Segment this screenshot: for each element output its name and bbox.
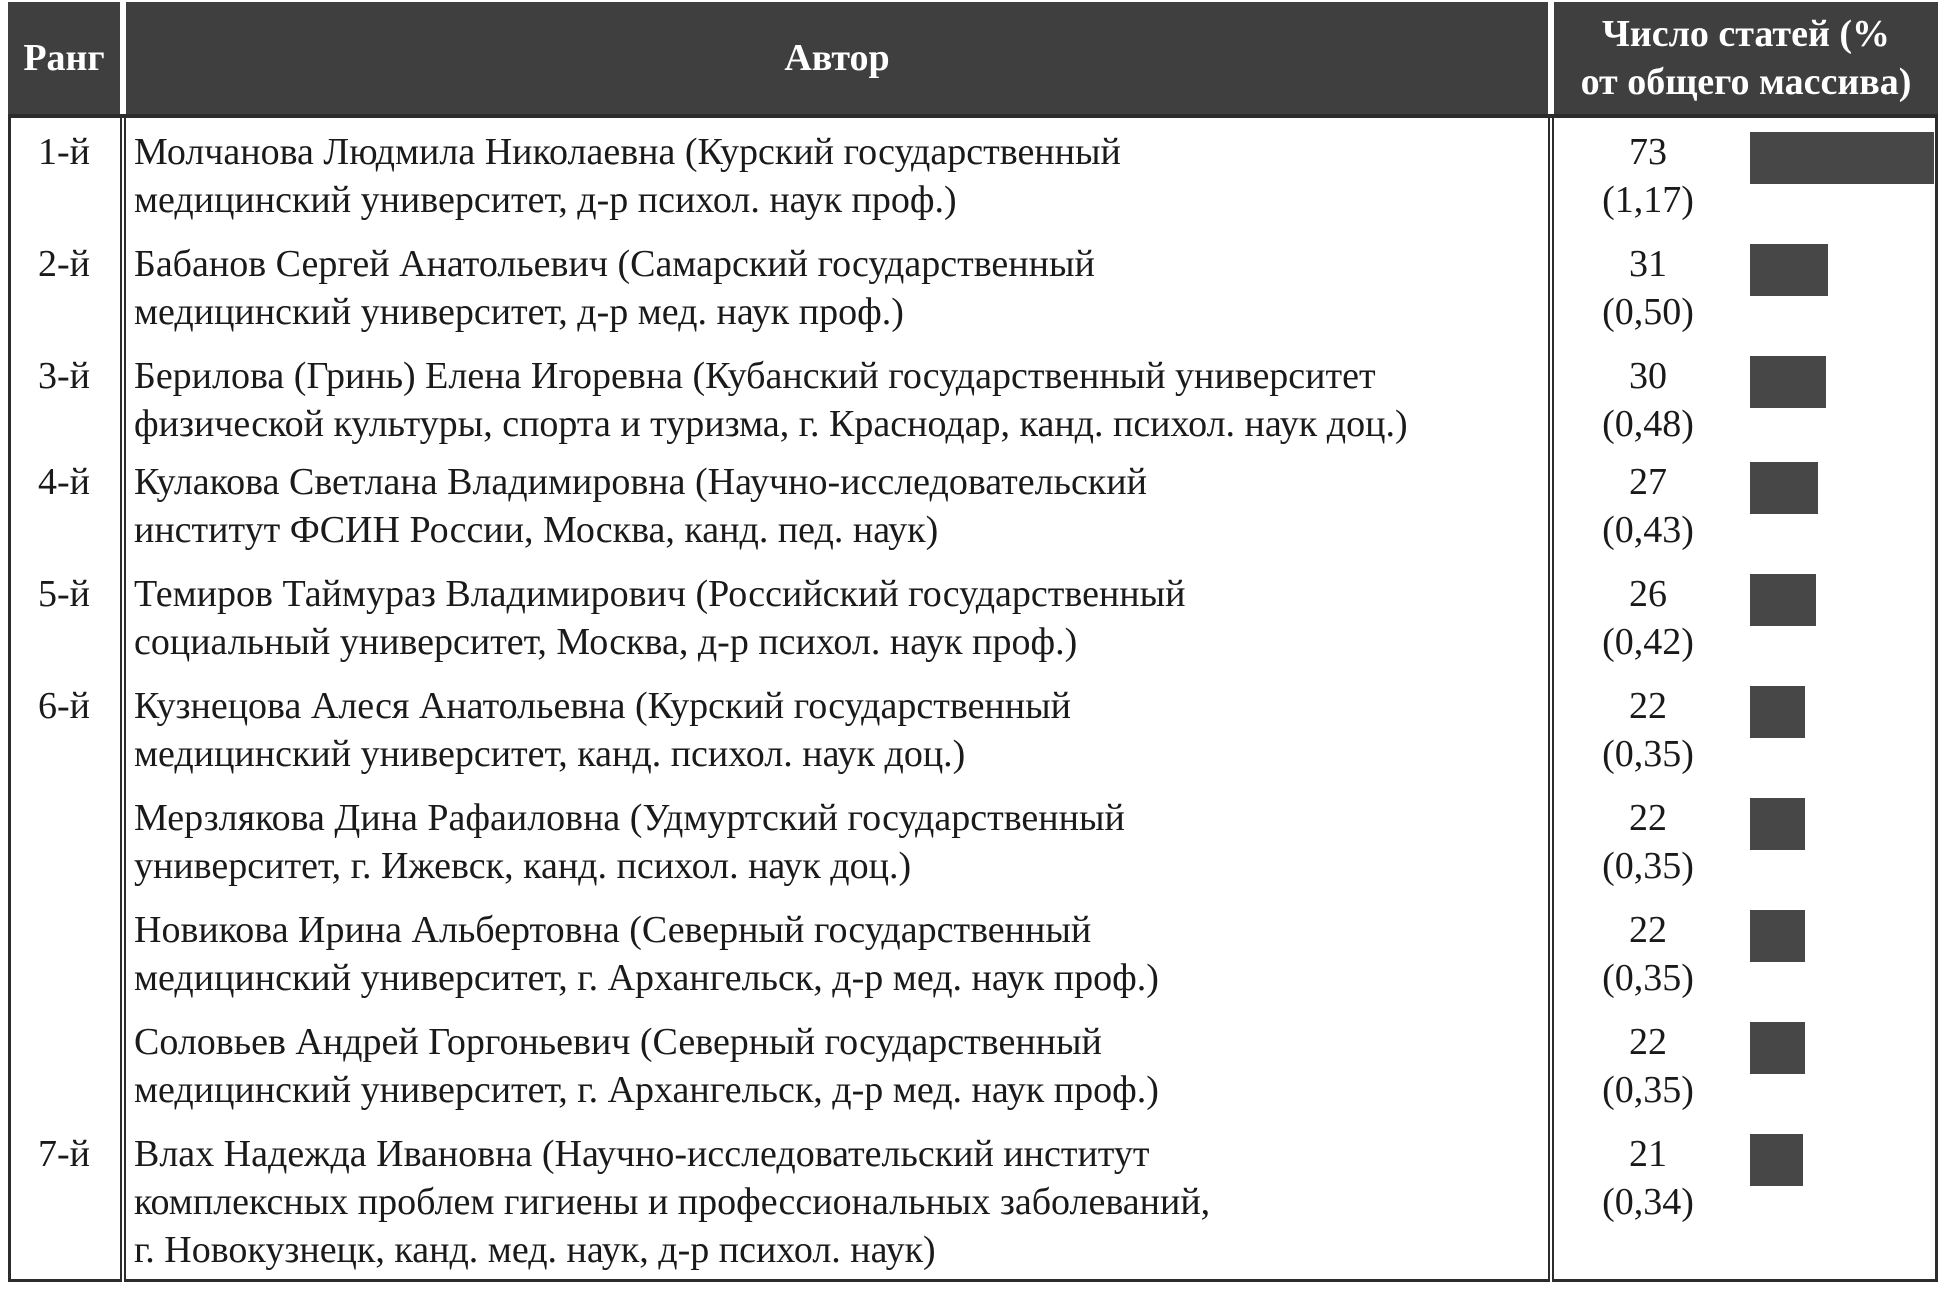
header-rank bbox=[8, 2, 120, 114]
header-count-line2: от общего массива) bbox=[1580, 61, 1912, 103]
row-author bbox=[134, 1130, 1544, 1274]
row-count-bar bbox=[1750, 798, 1805, 850]
row-count bbox=[1588, 240, 1708, 336]
row-count bbox=[1588, 682, 1708, 778]
row-author-line-1: Мерзлякова Дина Рафаиловна (Удмуртский государственный bbox=[134, 797, 1125, 839]
row-author-line-2: медицинский университет, г. Архангельск, д-р мед. наук проф.) bbox=[134, 957, 1159, 999]
row-count-bar bbox=[1750, 462, 1818, 514]
row-count-value: 22 bbox=[1629, 685, 1667, 727]
row-count-bar bbox=[1750, 244, 1828, 296]
row-count bbox=[1588, 570, 1708, 666]
row-author-line-2: институт ФСИН России, Москва, канд. пед. наук) bbox=[134, 509, 939, 551]
row-author-line-1: Влах Надежда Ивановна (Научно-исследовательский институт bbox=[134, 1133, 1150, 1175]
row-count-percent: (0,43) bbox=[1602, 509, 1694, 551]
header-count-line1: Число статей (% bbox=[1601, 13, 1891, 55]
row-count-value: 30 bbox=[1629, 355, 1667, 397]
row-count-percent: (0,50) bbox=[1602, 291, 1694, 333]
column-divider-count bbox=[1548, 2, 1554, 1282]
row-count bbox=[1588, 1130, 1708, 1226]
row-count bbox=[1588, 352, 1708, 448]
row-count-value: 26 bbox=[1629, 573, 1667, 615]
authors-table bbox=[8, 2, 1938, 1282]
row-count-percent: (0,48) bbox=[1602, 403, 1694, 445]
row-author bbox=[134, 352, 1544, 448]
row-author bbox=[134, 682, 1544, 778]
row-author-line-2: медицинский университет, д-р психол. наук проф.) bbox=[134, 179, 957, 221]
row-author-line-1: Темиров Таймураз Владимирович (Российский государственный bbox=[134, 573, 1186, 615]
row-author-line-1: Новикова Ирина Альбертовна (Северный государственный bbox=[134, 909, 1092, 951]
row-count-percent: (0,42) bbox=[1602, 621, 1694, 663]
header-article-count bbox=[1554, 2, 1938, 114]
row-author-line-1: Берилова (Гринь) Елена Игоревна (Кубанский государственный университет bbox=[134, 355, 1376, 397]
row-count-value: 31 bbox=[1629, 243, 1667, 285]
row-rank: 7-й bbox=[38, 1133, 90, 1175]
column-divider-rank bbox=[120, 2, 126, 1282]
row-author-line-3: г. Новокузнецк, канд. мед. наук, д-р психол. наук) bbox=[134, 1229, 936, 1271]
row-rank: 6-й bbox=[38, 685, 90, 727]
row-rank: 5-й bbox=[38, 573, 90, 615]
row-count-value: 27 bbox=[1629, 461, 1667, 503]
row-count-bar bbox=[1750, 1134, 1803, 1186]
row-count bbox=[1588, 1018, 1708, 1114]
row-author bbox=[134, 906, 1544, 1002]
row-author-line-1: Кузнецова Алеся Анатольевна (Курский государственный bbox=[134, 685, 1071, 727]
row-count bbox=[1588, 794, 1708, 890]
row-author-line-2: комплексных проблем гигиены и профессиональных заболеваний, bbox=[134, 1181, 1211, 1223]
row-count-value: 22 bbox=[1629, 797, 1667, 839]
row-count-bar bbox=[1750, 686, 1805, 738]
row-author-line-2: университет, г. Ижевск, канд. психол. наук доц.) bbox=[134, 845, 912, 887]
row-count-bar bbox=[1750, 574, 1816, 626]
row-rank: 3-й bbox=[38, 355, 90, 397]
row-author bbox=[134, 240, 1544, 336]
row-count-bar bbox=[1750, 910, 1805, 962]
row-author bbox=[134, 458, 1544, 554]
header-author-label: Автор bbox=[784, 37, 890, 79]
row-count-bar bbox=[1750, 356, 1826, 408]
row-author bbox=[134, 794, 1544, 890]
row-count bbox=[1588, 906, 1708, 1002]
row-author-line-1: Молчанова Людмила Николаевна (Курский государственный bbox=[134, 131, 1121, 173]
row-count-percent: (0,34) bbox=[1602, 1181, 1694, 1223]
row-count-percent: (0,35) bbox=[1602, 1069, 1694, 1111]
row-count-percent: (1,17) bbox=[1602, 179, 1694, 221]
row-author-line-2: медицинский университет, канд. психол. наук доц.) bbox=[134, 733, 966, 775]
header-rank-label: Ранг bbox=[23, 37, 105, 79]
row-author bbox=[134, 570, 1544, 666]
row-count-value: 21 bbox=[1629, 1133, 1667, 1175]
row-count-value: 73 bbox=[1629, 131, 1667, 173]
row-count bbox=[1588, 128, 1708, 224]
row-count-percent: (0,35) bbox=[1602, 733, 1694, 775]
row-count bbox=[1588, 458, 1708, 554]
row-author bbox=[134, 128, 1544, 224]
row-author-line-1: Кулакова Светлана Владимировна (Научно-исследовательский bbox=[134, 461, 1147, 503]
row-author-line-2: физической культуры, спорта и туризма, г. Краснодар, канд. психол. наук доц.) bbox=[134, 403, 1408, 445]
row-author bbox=[134, 1018, 1544, 1114]
row-count-bar bbox=[1750, 1022, 1805, 1074]
row-author-line-2: социальный университет, Москва, д-р психол. наук проф.) bbox=[134, 621, 1078, 663]
row-rank: 4-й bbox=[38, 461, 90, 503]
row-rank: 1-й bbox=[38, 131, 90, 173]
row-count-value: 22 bbox=[1629, 909, 1667, 951]
row-author-line-2: медицинский университет, д-р мед. наук проф.) bbox=[134, 291, 904, 333]
row-count-bar bbox=[1750, 132, 1934, 184]
row-count-percent: (0,35) bbox=[1602, 845, 1694, 887]
header-divider bbox=[8, 114, 1938, 118]
row-rank: 2-й bbox=[38, 243, 90, 285]
row-author-line-1: Бабанов Сергей Анатольевич (Самарский государственный bbox=[134, 243, 1095, 285]
row-count-percent: (0,35) bbox=[1602, 957, 1694, 999]
row-author-line-1: Соловьев Андрей Горгоньевич (Северный государственный bbox=[134, 1021, 1102, 1063]
row-author-line-2: медицинский университет, г. Архангельск, д-р мед. наук проф.) bbox=[134, 1069, 1159, 1111]
row-count-value: 22 bbox=[1629, 1021, 1667, 1063]
header-author bbox=[126, 2, 1548, 114]
